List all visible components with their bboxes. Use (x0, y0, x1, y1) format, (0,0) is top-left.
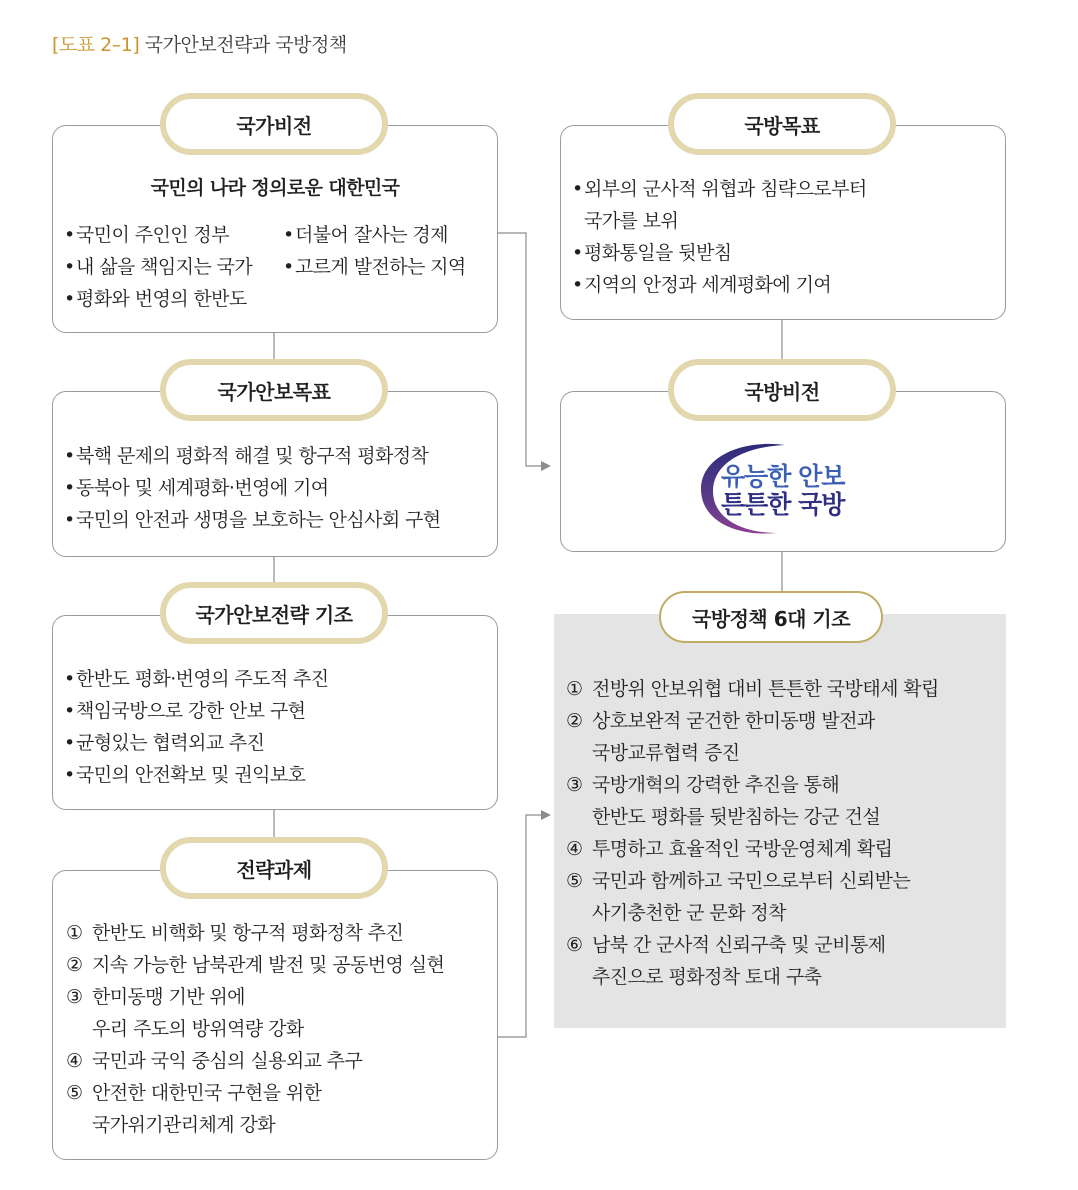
national-vision-pill: 국가비전 (160, 93, 388, 155)
policy-continuation: 한반도 평화를 뒷받침하는 강군 건설 (592, 806, 881, 828)
strategic-task-item: ⑤ 안전한 대한민국 구현을 위한 (66, 1082, 322, 1104)
vision-item: •평화와 번영의 한반도 (64, 288, 247, 310)
strategic-tasks-pill: 전략과제 (160, 837, 388, 899)
vision-subtitle: 국민의 나라 정의로운 대한민국 (150, 177, 400, 199)
defense-policy-list (566, 673, 939, 993)
logo-line2: 튼튼한 국방 (721, 490, 845, 519)
defense-vision-pill: 국방비전 (668, 359, 896, 421)
defense-goals-list (572, 173, 867, 301)
arrowhead-defense-vision (541, 461, 551, 471)
caption-code: [도표 2–1] (52, 34, 140, 56)
logo-line1: 유능한 안보 (721, 462, 845, 491)
strategic-tasks-list (66, 917, 444, 1141)
strategic-task-item: ① 한반도 비핵화 및 항구적 평화정착 추진 (66, 922, 404, 944)
vision-item: •더불어 잘사는 경제 (283, 224, 448, 246)
defense-policy-pill: 국방정책 6대 기조 (659, 591, 883, 643)
strategy-basis-item: •균형있는 협력외교 추진 (64, 732, 265, 754)
security-goal-item: •동북아 및 세계평화·번영에 기여 (64, 477, 329, 499)
defense-goal-item: •평화통일을 뒷받침 (572, 242, 732, 264)
strategic-task-item: ④ 국민과 국익 중심의 실용외교 추구 (66, 1050, 363, 1072)
strategic-task-item: ② 지속 가능한 남북관계 발전 및 공동번영 실현 (66, 954, 445, 976)
policy-continuation: 사기충천한 군 문화 정착 (592, 902, 786, 924)
vision-right-list (283, 219, 466, 283)
strategy-basis-item: •책임국방으로 강한 안보 구현 (64, 700, 306, 722)
policy-continuation: 국방교류협력 증진 (592, 742, 740, 764)
security-goals-pill: 국가안보목표 (160, 359, 388, 421)
policy-item: ⑤ 국민과 함께하고 국민으로부터 신뢰받는 (566, 870, 911, 892)
vision-item: •고르게 발전하는 지역 (283, 256, 466, 278)
strategic-task-item: ③ 한미동맹 기반 위에 (66, 986, 245, 1008)
defense-vision-logo (693, 437, 873, 537)
defense-goal-continuation: 국가를 보위 (584, 210, 679, 232)
strategic-task-continuation: 국가위기관리체계 강화 (92, 1114, 275, 1136)
policy-item: ② 상호보완적 굳건한 한미동맹 발전과 (566, 710, 875, 732)
security-goals-list (64, 440, 441, 536)
security-goal-item: •국민의 안전과 생명을 보호하는 안심사회 구현 (64, 509, 441, 531)
strategy-basis-item: •한반도 평화·번영의 주도적 추진 (64, 668, 329, 690)
strategy-basis-item: •국민의 안전확보 및 권익보호 (64, 764, 306, 786)
policy-item: ④ 투명하고 효율적인 국방운영체계 확립 (566, 838, 893, 860)
caption-title: 국가안보전략과 국방정책 (144, 34, 347, 56)
arrowhead-policy (541, 810, 551, 820)
vision-item: •내 삶을 책임지는 국가 (64, 256, 253, 278)
security-goal-item: •북핵 문제의 평화적 해결 및 항구적 평화정착 (64, 445, 429, 467)
strategic-task-continuation: 우리 주도의 방위역량 강화 (92, 1018, 304, 1040)
connector-tasks-to-policy (497, 815, 544, 1037)
vision-item: •국민이 주인인 정부 (64, 224, 229, 246)
policy-continuation: 추진으로 평화정착 토대 구축 (592, 966, 822, 988)
defense-goal-item: •지역의 안정과 세계평화에 기여 (572, 274, 832, 296)
strategy-basis-pill: 국가안보전략 기조 (160, 582, 388, 644)
defense-goal-item: •외부의 군사적 위협과 침략으로부터 (572, 178, 867, 200)
policy-item: ① 전방위 안보위협 대비 튼튼한 국방태세 확립 (566, 678, 939, 700)
policy-item: ③ 국방개혁의 강력한 추진을 통해 (566, 774, 840, 796)
strategy-basis-list (64, 663, 329, 791)
vision-left-list (64, 219, 252, 315)
defense-goals-pill: 국방목표 (668, 93, 896, 155)
connector-left-to-defense-vision (497, 233, 544, 466)
policy-item: ⑥ 남북 간 군사적 신뢰구축 및 군비통제 (566, 934, 886, 956)
